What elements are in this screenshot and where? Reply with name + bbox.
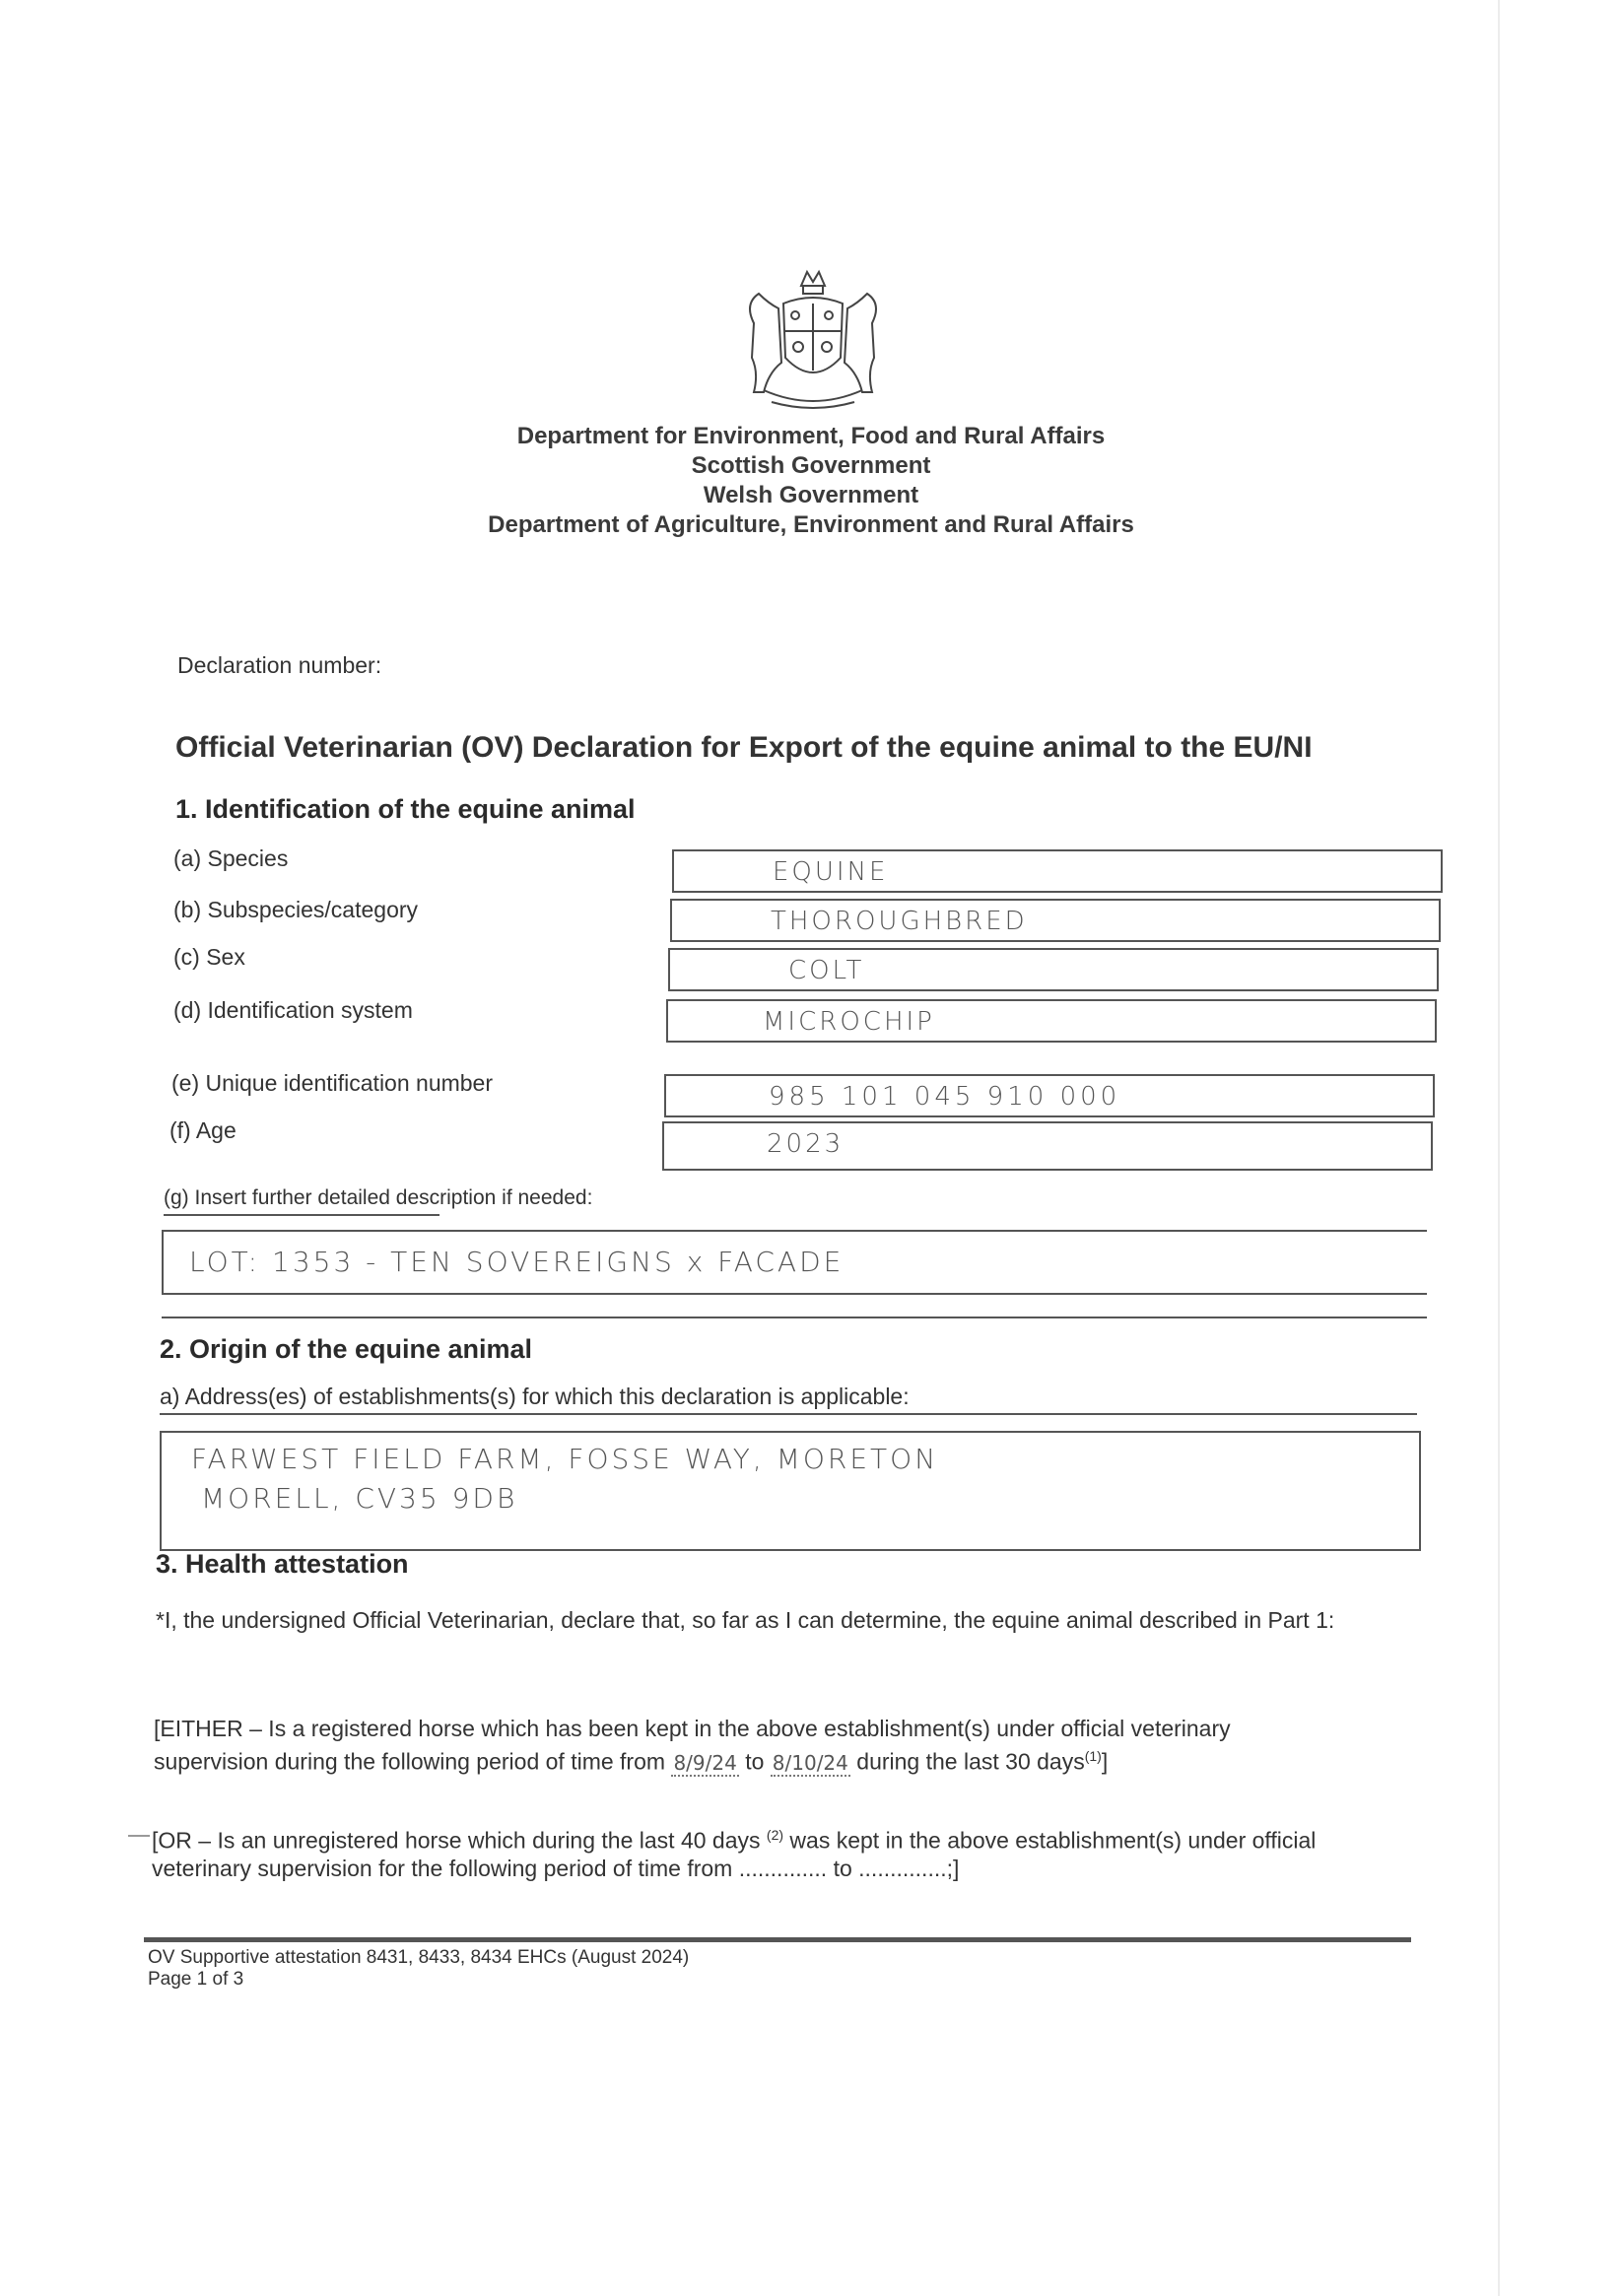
address-label: a) Address(es) of establishments(s) for which this declaration is applicable: (160, 1384, 910, 1409)
section1-heading: 1. Identification of the equine animal (175, 794, 636, 824)
age-field[interactable] (662, 1121, 1433, 1171)
either-to-word: to (745, 1748, 765, 1775)
description-field[interactable] (162, 1230, 1427, 1295)
subspecies-field[interactable] (670, 899, 1441, 942)
either-post-text: during the last 30 days (856, 1748, 1085, 1775)
either-pre-text: supervision during the following period of time from (154, 1748, 666, 1775)
or-end: ;] (946, 1855, 960, 1881)
description-label-underline (164, 1214, 439, 1216)
department-defra: Department for Environment, Food and Rural Affairs (516, 423, 1106, 449)
or-clause-mark (128, 1835, 150, 1837)
either-footnote-ref: (1) (1084, 1748, 1102, 1764)
sex-value: COLT (788, 956, 865, 985)
id-system-label: (d) Identification system (173, 997, 413, 1023)
either-line2 (154, 1742, 1435, 1777)
either-to-date[interactable]: 8/10/24 (772, 1750, 848, 1775)
subspecies-value: THOROUGHBRED (771, 907, 1028, 936)
age-label: (f) Age (169, 1117, 237, 1143)
either-end: ] (1101, 1748, 1109, 1775)
document-title: Official Veterinarian (OV) Declaration for Export of the equine animal to the EU/NI (175, 731, 1313, 764)
species-value: EQUINE (773, 857, 889, 887)
either-from-date[interactable]: 8/9/24 (673, 1750, 737, 1775)
footer-page-number: Page 1 of 3 (148, 1969, 244, 1990)
id-system-field[interactable] (666, 999, 1437, 1043)
description-value: LOT: 1353 - TEN SOVEREIGNS x FACADE (189, 1246, 845, 1278)
department-header (0, 422, 1622, 540)
or-line1 (152, 1821, 1433, 1855)
address-label-underline (160, 1413, 1417, 1415)
footer (148, 1947, 689, 1991)
either-clause (154, 1715, 1435, 1777)
section2-heading: 2. Origin of the equine animal (160, 1334, 533, 1364)
or-line2 (152, 1855, 1433, 1882)
address-field[interactable] (160, 1431, 1421, 1551)
footer-rule (144, 1937, 1411, 1942)
or-footnote-ref: (2) (766, 1827, 784, 1843)
uid-value: 985 101 045 910 000 (769, 1082, 1121, 1112)
description-label: (g) Insert further detailed description if needed: (164, 1186, 593, 1209)
sex-field[interactable] (668, 948, 1439, 991)
royal-coat-of-arms-logo (724, 264, 902, 412)
description-bottom-rule (162, 1317, 1427, 1318)
or-clause (152, 1821, 1433, 1882)
or-line1-text-b: was kept in the above establishment(s) under official (789, 1827, 1317, 1854)
address-line2: MORELL, CV35 9DB (201, 1482, 518, 1515)
scan-edge (1498, 0, 1500, 2296)
species-field[interactable] (672, 849, 1443, 893)
declaration-number-label: Declaration number: (177, 652, 382, 678)
id-system-value: MICROCHIP (763, 1007, 935, 1037)
age-value: 2023 (767, 1129, 845, 1159)
subspecies-label: (b) Subspecies/category (173, 897, 419, 922)
or-line2-text: veterinary supervision for the following period of time from (152, 1855, 733, 1881)
or-to-date-blank[interactable]: .............. (858, 1855, 947, 1881)
sex-label: (c) Sex (173, 944, 245, 970)
uid-field[interactable] (664, 1074, 1435, 1117)
department-scottish: Scottish Government (691, 452, 931, 479)
footer-line1: OV Supportive attestation 8431, 8433, 8434 EHCs (August 2024) (148, 1947, 690, 1968)
department-welsh: Welsh Government (703, 482, 919, 508)
either-line1: [EITHER – Is a registered horse which has been kept in the above establishment(s) under official veterinary (154, 1716, 1231, 1741)
or-to-word: to (833, 1855, 852, 1881)
or-from-date-blank[interactable]: .............. (738, 1855, 828, 1881)
or-line1-text-a: [OR – Is an unregistered horse which during the last 40 days (152, 1827, 761, 1854)
species-label: (a) Species (173, 845, 289, 871)
address-line1: FARWEST FIELD FARM, FOSSE WAY, MORETON (191, 1443, 939, 1475)
section3-heading: 3. Health attestation (156, 1549, 409, 1579)
department-daera: Department of Agriculture, Environment and Rural Affairs (488, 511, 1134, 538)
uid-label: (e) Unique identification number (171, 1070, 494, 1096)
health-attestation-intro: *I, the undersigned Official Veterinarian, declare that, so far as I can determine, the equine animal described in Part 1: (156, 1607, 1335, 1633)
